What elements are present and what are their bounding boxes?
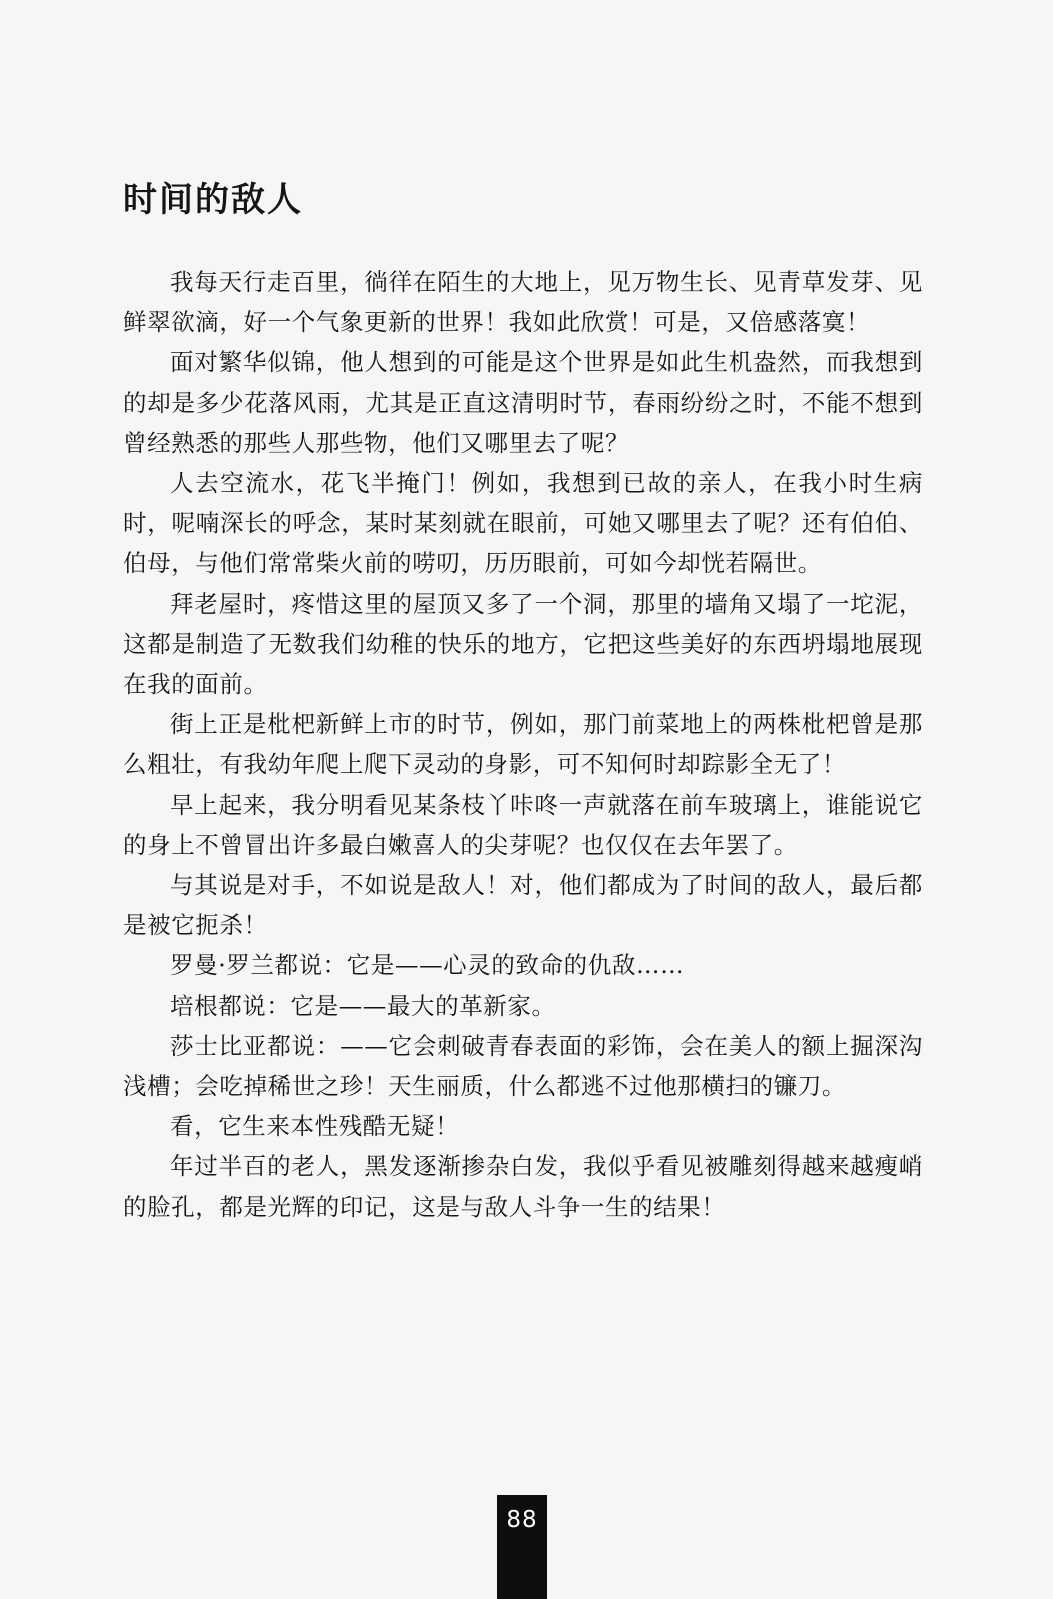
paragraph: 莎士比亚都说：——它会刺破青春表面的彩饰，会在美人的额上掘深沟浅槽；会吃掉稀世之珍！天生丽质，什么都逃不过他那横扫的镰刀。: [123, 1031, 923, 1101]
paragraph: 我每天行走百里，徜徉在陌生的大地上，见万物生长、见青草发芽、见鲜翠欲滴，好一个气象更新的世界！我如此欣赏！可是，又倍感落寞！: [123, 268, 923, 337]
paragraph: 培根都说：它是——最大的革新家。: [170, 991, 556, 1020]
body-text: [123, 262, 923, 1227]
paragraph: 看，它生来本性残酷无疑！: [170, 1112, 460, 1141]
paragraph: 早上起来，我分明看见某条枝丫咔咚一声就落在前车玻璃上，谁能说它的身上不曾冒出许多最白嫩喜人的尖芽呢？也仅仅在去年罢了。: [123, 790, 923, 859]
paragraph: 年过半百的老人，黑发逐渐掺杂白发，我似乎看见被雕刻得越来越瘦峭的脸孔，都是光辉的印记，这是与敌人斗争一生的结果！: [123, 1152, 923, 1221]
paragraph: 拜老屋时，疼惜这里的屋顶又多了一个洞，那里的墙角又塌了一坨泥，这都是制造了无数我们幼稚的快乐的地方，它把这些美好的东西坍塌地展现在我的面前。: [123, 589, 923, 699]
paragraph: 罗曼·罗兰都说：它是——心灵的致命的仇敌……: [170, 951, 685, 980]
paragraph: 面对繁华似锦，他人想到的可能是这个世界是如此生机盎然，而我想到的却是多少花落风雨，尤其是正直这清明时节，春雨纷纷之时，不能不想到曾经熟悉的那些人那些物，他们又哪里去了呢？: [123, 348, 923, 457]
paragraph: 街上正是枇杷新鲜上市的时节，例如，那门前菜地上的两株枇杷曾是那么粗壮，有我幼年爬上爬下灵动的身影，可不知何时却踪影全无了！: [123, 710, 923, 779]
paragraph: 与其说是对手，不如说是敌人！对，他们都成为了时间的敌人，最后都是被它扼杀！: [123, 871, 923, 940]
page-number: 88: [506, 1507, 538, 1533]
paragraph: 人去空流水，花飞半掩门！例如，我想到已故的亲人，在我小时生病时，呢喃深长的呼念，某时某刻就在眼前，可她又哪里去了呢？还有伯伯、伯母，与他们常常柴火前的唠叨，历历眼前，可如今却恍若隔世。: [123, 469, 923, 578]
page-number-tab: [497, 1495, 547, 1599]
chapter-title: 时间的敌人: [123, 180, 303, 220]
